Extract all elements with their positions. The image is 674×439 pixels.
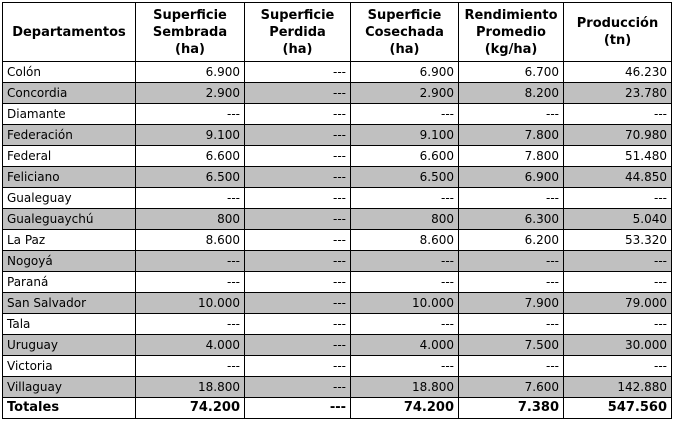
totals-rendimiento: 7.380 bbox=[459, 398, 564, 419]
table-row bbox=[3, 62, 672, 83]
superficie-cosechada-cell: --- bbox=[351, 251, 459, 272]
table-row bbox=[3, 335, 672, 356]
superficie-sembrada-cell: --- bbox=[136, 104, 245, 125]
produccion-cell: --- bbox=[564, 356, 672, 377]
produccion-cell: 23.780 bbox=[564, 83, 672, 104]
superficie-cosechada-cell: --- bbox=[351, 272, 459, 293]
superficie-perdida-cell: --- bbox=[245, 188, 351, 209]
produccion-cell: 30.000 bbox=[564, 335, 672, 356]
totals-cosechada: 74.200 bbox=[351, 398, 459, 419]
rendimiento-cell: 6.300 bbox=[459, 209, 564, 230]
table-row bbox=[3, 125, 672, 146]
header-line: Superficie bbox=[367, 7, 442, 23]
rendimiento-cell: 7.800 bbox=[459, 146, 564, 167]
superficie-sembrada-cell: --- bbox=[136, 356, 245, 377]
superficie-cosechada-cell: 18.800 bbox=[351, 377, 459, 398]
table-row bbox=[3, 83, 672, 104]
superficie-perdida-cell: --- bbox=[245, 62, 351, 83]
produccion-cell: 70.980 bbox=[564, 125, 672, 146]
totals-row bbox=[3, 398, 672, 419]
superficie-perdida-cell: --- bbox=[245, 293, 351, 314]
table-row bbox=[3, 230, 672, 251]
superficie-perdida-cell: --- bbox=[245, 230, 351, 251]
rendimiento-cell: 6.900 bbox=[459, 167, 564, 188]
produccion-cell: --- bbox=[564, 251, 672, 272]
produccion-cell: --- bbox=[564, 188, 672, 209]
department-name: Tala bbox=[3, 314, 136, 335]
department-name: Federal bbox=[3, 146, 136, 167]
header-superficie-perdida bbox=[245, 3, 351, 62]
header-superficie-cosechada bbox=[351, 3, 459, 62]
rendimiento-cell: 7.600 bbox=[459, 377, 564, 398]
header-produccion bbox=[564, 3, 672, 62]
superficie-sembrada-cell: 10.000 bbox=[136, 293, 245, 314]
department-name: San Salvador bbox=[3, 293, 136, 314]
totals-perdida: --- bbox=[245, 398, 351, 419]
superficie-cosechada-cell: 6.600 bbox=[351, 146, 459, 167]
superficie-sembrada-cell: 4.000 bbox=[136, 335, 245, 356]
superficie-perdida-cell: --- bbox=[245, 314, 351, 335]
superficie-perdida-cell: --- bbox=[245, 335, 351, 356]
rendimiento-cell: --- bbox=[459, 356, 564, 377]
header-line: (ha) bbox=[282, 41, 313, 57]
header-row bbox=[3, 3, 672, 62]
table-footer bbox=[3, 398, 672, 419]
superficie-sembrada-cell: 2.900 bbox=[136, 83, 245, 104]
superficie-sembrada-cell: --- bbox=[136, 314, 245, 335]
header-line: Promedio bbox=[476, 24, 546, 40]
produccion-cell: 44.850 bbox=[564, 167, 672, 188]
superficie-cosechada-cell: --- bbox=[351, 314, 459, 335]
produccion-cell: 46.230 bbox=[564, 62, 672, 83]
header-line: (kg/ha) bbox=[484, 41, 538, 57]
table-row bbox=[3, 104, 672, 125]
superficie-sembrada-cell: 18.800 bbox=[136, 377, 245, 398]
department-name: La Paz bbox=[3, 230, 136, 251]
header-line: Perdida bbox=[269, 24, 326, 40]
superficie-perdida-cell: --- bbox=[245, 209, 351, 230]
header-departamentos bbox=[3, 3, 136, 62]
superficie-sembrada-cell: --- bbox=[136, 251, 245, 272]
table-row bbox=[3, 272, 672, 293]
superficie-sembrada-cell: --- bbox=[136, 272, 245, 293]
header-line: Cosechada bbox=[365, 24, 444, 40]
rendimiento-cell: --- bbox=[459, 188, 564, 209]
produccion-cell: 51.480 bbox=[564, 146, 672, 167]
superficie-sembrada-cell: 6.500 bbox=[136, 167, 245, 188]
header-rendimiento-promedio bbox=[459, 3, 564, 62]
table-row bbox=[3, 377, 672, 398]
header-line: Superficie bbox=[153, 7, 227, 23]
produccion-cell: 5.040 bbox=[564, 209, 672, 230]
department-name: Diamante bbox=[3, 104, 136, 125]
department-name: Victoria bbox=[3, 356, 136, 377]
produccion-cell: 53.320 bbox=[564, 230, 672, 251]
department-name: Gualeguay bbox=[3, 188, 136, 209]
header-line: Departamentos bbox=[12, 24, 126, 40]
rendimiento-cell: --- bbox=[459, 104, 564, 125]
produccion-cell: --- bbox=[564, 272, 672, 293]
table-row bbox=[3, 293, 672, 314]
department-name: Paraná bbox=[3, 272, 136, 293]
superficie-perdida-cell: --- bbox=[245, 356, 351, 377]
superficie-perdida-cell: --- bbox=[245, 377, 351, 398]
header-line: Rendimiento bbox=[464, 7, 558, 23]
superficie-sembrada-cell: 6.600 bbox=[136, 146, 245, 167]
table-row bbox=[3, 188, 672, 209]
produccion-cell: 79.000 bbox=[564, 293, 672, 314]
table-row bbox=[3, 356, 672, 377]
department-name: Villaguay bbox=[3, 377, 136, 398]
rendimiento-cell: --- bbox=[459, 314, 564, 335]
header-line: (ha) bbox=[175, 41, 205, 57]
superficie-sembrada-cell: --- bbox=[136, 188, 245, 209]
superficie-cosechada-cell: 6.500 bbox=[351, 167, 459, 188]
superficie-cosechada-cell: 10.000 bbox=[351, 293, 459, 314]
superficie-sembrada-cell: 800 bbox=[136, 209, 245, 230]
superficie-perdida-cell: --- bbox=[245, 251, 351, 272]
table-row bbox=[3, 209, 672, 230]
table-header bbox=[3, 3, 672, 62]
header-line: (tn) bbox=[603, 33, 632, 48]
superficie-cosechada-cell: 9.100 bbox=[351, 125, 459, 146]
rendimiento-cell: 6.700 bbox=[459, 62, 564, 83]
rendimiento-cell: 7.900 bbox=[459, 293, 564, 314]
superficie-perdida-cell: --- bbox=[245, 104, 351, 125]
table-row bbox=[3, 167, 672, 188]
superficie-cosechada-cell: 6.900 bbox=[351, 62, 459, 83]
superficie-perdida-cell: --- bbox=[245, 83, 351, 104]
department-name: Federación bbox=[3, 125, 136, 146]
header-line: Sembrada bbox=[152, 24, 228, 40]
department-name: Gualeguaychú bbox=[3, 209, 136, 230]
table-row bbox=[3, 251, 672, 272]
superficie-perdida-cell: --- bbox=[245, 146, 351, 167]
totals-label: Totales bbox=[3, 398, 136, 419]
table-row bbox=[3, 146, 672, 167]
rendimiento-cell: --- bbox=[459, 251, 564, 272]
table-body bbox=[3, 62, 672, 398]
production-table bbox=[2, 2, 672, 419]
department-name: Concordia bbox=[3, 83, 136, 104]
superficie-cosechada-cell: 800 bbox=[351, 209, 459, 230]
rendimiento-cell: 7.500 bbox=[459, 335, 564, 356]
rendimiento-cell: 7.800 bbox=[459, 125, 564, 146]
table-row bbox=[3, 314, 672, 335]
department-name: Uruguay bbox=[3, 335, 136, 356]
superficie-sembrada-cell: 6.900 bbox=[136, 62, 245, 83]
department-name: Feliciano bbox=[3, 167, 136, 188]
superficie-sembrada-cell: 8.600 bbox=[136, 230, 245, 251]
rendimiento-cell: --- bbox=[459, 272, 564, 293]
header-line: Producción bbox=[576, 16, 659, 31]
superficie-cosechada-cell: 4.000 bbox=[351, 335, 459, 356]
department-name: Nogoyá bbox=[3, 251, 136, 272]
superficie-sembrada-cell: 9.100 bbox=[136, 125, 245, 146]
header-line: Superficie bbox=[260, 7, 335, 23]
rendimiento-cell: 6.200 bbox=[459, 230, 564, 251]
totals-produccion: 547.560 bbox=[564, 398, 672, 419]
header-line: (ha) bbox=[389, 41, 420, 57]
produccion-cell: 142.880 bbox=[564, 377, 672, 398]
produccion-cell: --- bbox=[564, 314, 672, 335]
department-name: Colón bbox=[3, 62, 136, 83]
superficie-cosechada-cell: 2.900 bbox=[351, 83, 459, 104]
superficie-cosechada-cell: --- bbox=[351, 104, 459, 125]
superficie-cosechada-cell: --- bbox=[351, 356, 459, 377]
superficie-cosechada-cell: --- bbox=[351, 188, 459, 209]
superficie-perdida-cell: --- bbox=[245, 272, 351, 293]
totals-sembrada: 74.200 bbox=[136, 398, 245, 419]
superficie-perdida-cell: --- bbox=[245, 125, 351, 146]
produccion-cell: --- bbox=[564, 104, 672, 125]
header-superficie-sembrada bbox=[136, 3, 245, 62]
rendimiento-cell: 8.200 bbox=[459, 83, 564, 104]
superficie-cosechada-cell: 8.600 bbox=[351, 230, 459, 251]
superficie-perdida-cell: --- bbox=[245, 167, 351, 188]
